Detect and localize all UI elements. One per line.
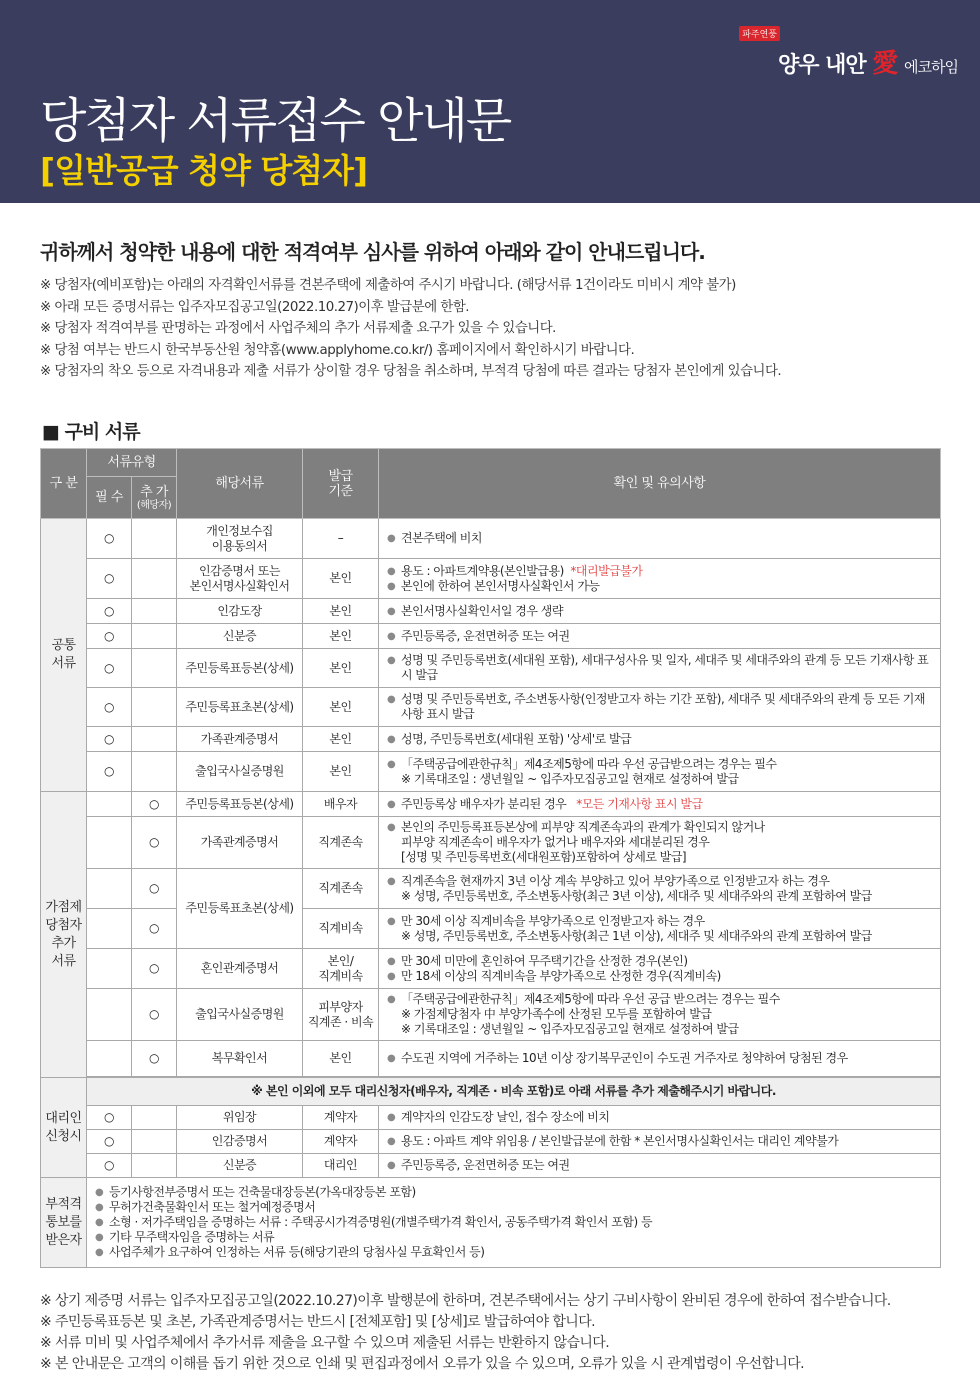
document-name: 출입국사실증명원: [177, 989, 303, 1041]
remarks: ● 주민등록증, 운전면허증 또는 여권: [379, 1154, 941, 1178]
remarks: ● 본인서명사실확인서일 경우 생략: [379, 599, 941, 624]
header-issue-basis: 발급 기준: [303, 449, 379, 519]
document-name: 신분증: [177, 1154, 303, 1178]
table-row: [41, 688, 941, 727]
header-required: 필 수: [87, 477, 132, 519]
issue-basis: 직계비속: [303, 909, 379, 949]
remarks: ● 주민등록상 배우자가 분리된 경우 *모든 기재사항 표시 발급: [379, 792, 941, 817]
remarks: ● 「주택공급에관한규칙」제4조제5항에 따라 우선 공급받으려는 경우는 필수 ※ 기록대조일 : 생년월일 ~ 입주자모집공고일 현재로 설정하여 발급: [379, 752, 941, 792]
brand-name: 양우 내안 愛 에코하임: [777, 49, 958, 79]
issue-basis: 본인: [303, 599, 379, 624]
section-title: ■ 구비 서류: [42, 421, 140, 443]
remarks: ● 성명, 주민등록번호(세대원 포함) '상세'로 발급: [379, 727, 941, 752]
additional-mark: ○: [132, 817, 177, 869]
required-mark: ○: [87, 624, 132, 649]
table-row: [41, 649, 941, 688]
document-name: 복무확인서: [177, 1041, 303, 1077]
table-row: [41, 817, 941, 869]
document-name: 신분증: [177, 624, 303, 649]
table-row: [41, 989, 941, 1041]
issue-basis: –: [303, 519, 379, 559]
table-row: [41, 727, 941, 752]
category-proxy: 대리인 신청시: [41, 1078, 87, 1178]
document-name: 주민등록표등본(상세): [177, 649, 303, 688]
remarks: ● 성명 및 주민등록번호, 주소변동사항(인정받고자 하는 기간 포함), 세대주 및 세대주와의 관계 등 모든 기재사항 표시 발급: [379, 688, 941, 727]
category-common: 공통 서류: [41, 519, 87, 792]
document-name: 주민등록표등본(상세): [177, 792, 303, 817]
table-row: [41, 792, 941, 817]
list-item: ● 소형 · 저가주택임을 증명하는 서류 : 주택공시가격증명원(개별주택가격 확인서, 공동주택가격 확인서 포함) 등: [95, 1215, 934, 1230]
document-name: 가족관계증명서: [177, 727, 303, 752]
issue-basis: 본인: [303, 752, 379, 792]
issue-basis: 본인: [303, 688, 379, 727]
additional-mark: ○: [132, 949, 177, 989]
intro-note: ※ 당첨자(예비포함)는 아래의 자격확인서류를 견본주택에 제출하여 주시기 바랍니다. (해당서류 1건이라도 미비시 계약 불가): [40, 278, 736, 293]
brand-logo: [739, 22, 958, 80]
remarks: ● 성명 및 주민등록번호(세대원 포함), 세대구성사유 및 일자, 세대주 및 세대주와의 관계 등 모든 기재사항 표시 발급: [379, 649, 941, 688]
additional-mark: ○: [132, 792, 177, 817]
issue-basis: 본인: [303, 1041, 379, 1077]
footer-note: ※ 서류 미비 및 사업주체에서 추가서류 제출을 요구할 수 있으며 제출된 서류는 반환하지 않습니다.: [40, 1335, 610, 1351]
document-name: 출입국사실증명원: [177, 752, 303, 792]
additional-mark: ○: [132, 909, 177, 949]
required-mark: ○: [87, 519, 132, 559]
required-mark: ○: [87, 1106, 132, 1130]
required-mark: ○: [87, 649, 132, 688]
intro-note: ※ 당첨 여부는 반드시 한국부동산원 청약홈(www.applyhome.co.kr/) 홈페이지에서 확인하시기 바랍니다.: [40, 342, 635, 358]
required-mark: ○: [87, 1130, 132, 1154]
header-document: 해당서류: [177, 449, 303, 519]
issue-basis: 배우자: [303, 792, 379, 817]
header-additional: 추 가 (해당자): [132, 477, 177, 519]
ineligible-list: [87, 1178, 941, 1268]
issue-basis: 직계존속: [303, 817, 379, 869]
issue-basis: 본인: [303, 649, 379, 688]
remarks: ● 수도권 지역에 거주하는 10년 이상 장기복무군인이 수도권 거주자로 청약하여 당첨된 경우: [379, 1041, 941, 1077]
required-mark: ○: [87, 559, 132, 599]
document-name: 인감도장: [177, 599, 303, 624]
issue-basis: 대리인: [303, 1154, 379, 1178]
table-row: [41, 1078, 941, 1106]
issue-basis: 계약자: [303, 1106, 379, 1130]
additional-mark: ○: [132, 1041, 177, 1077]
table-row: [41, 949, 941, 989]
header-banner: [0, 0, 980, 203]
additional-mark: ○: [132, 869, 177, 909]
required-mark: ○: [87, 1154, 132, 1178]
required-mark: ○: [87, 599, 132, 624]
category-bonus: 가점제 당첨자 추가 서류: [41, 792, 87, 1078]
remarks: ● 주민등록증, 운전면허증 또는 여권: [379, 624, 941, 649]
proxy-banner: ※ 본인 이외에 모두 대리신청자(배우자, 직계존 · 비속 포함)로 아래 서류를 추가 제출해주시기 바랍니다.: [87, 1078, 941, 1106]
remarks: ● 「주택공급에관한규칙」제4조제5항에 따라 우선 공급 받으려는 경우는 필수 ※ 가점제당첨자 中 부양가족수에 산정된 모두를 포함하여 발급 ※ 기록대조일 : 생년월일 ~ 입주자모집공고일 현재로 설정하여 발급: [379, 989, 941, 1041]
footer-note: ※ 상기 제증명 서류는 입주자모집공고일(2022.10.27)이후 발행분에 한하며, 견본주택에서는 상기 구비사항이 완비된 경우에 한하여 접수받습니다.: [40, 1293, 891, 1309]
additional-mark: ○: [132, 989, 177, 1041]
remarks: ● 직계존속을 현재까지 3년 이상 계속 부양하고 있어 부양가족으로 인정받고자 하는 경우 ※ 성명, 주민등록번호, 주소변동사항(최근 3년 이상), 세대주 및 세대주와의 관계 포함하여 발급: [379, 869, 941, 909]
document-name: 가족관계증명서: [177, 817, 303, 869]
table-row: [41, 559, 941, 599]
table-row: [41, 869, 941, 909]
table-row: [41, 1130, 941, 1154]
issue-basis: 본인: [303, 624, 379, 649]
intro-note: ※ 당첨자의 착오 등으로 자격내용과 제출 서류가 상이할 경우 당첨을 취소하며, 부적격 당첨에 따른 결과는 당첨자 본인에게 있습니다.: [40, 364, 782, 380]
remarks: ● 본인의 주민등록표등본상에 피부양 직계존속과의 관계가 확인되지 않거나 피부양 직계존속이 배우자가 없거나 배우자와 세대분리된 경우 [성명 및 주민등록번호(세대원포함)포함하여 상세로 발급]: [379, 817, 941, 869]
document-name: 주민등록표초본(상세): [177, 869, 303, 949]
issue-basis: 본인: [303, 727, 379, 752]
brand-tag: 파주연풍: [739, 26, 780, 41]
required-mark: ○: [87, 727, 132, 752]
table-row: [41, 519, 941, 559]
required-mark: ○: [87, 752, 132, 792]
document-name: 주민등록표초본(상세): [177, 688, 303, 727]
intro-lead: 귀하께서 청약한 내용에 대한 적격여부 심사를 위하여 아래와 같이 안내드립니다.: [40, 240, 705, 264]
remarks: ● 용도 : 아파트 계약 위임용 / 본인발급분에 한함 * 본인서명사실확인서는 대리인 계약불가: [379, 1130, 941, 1154]
header-category: 구 분: [41, 449, 87, 519]
square-bullet-icon: ■: [42, 421, 59, 443]
header-doc-type: 서류유형: [87, 449, 177, 477]
issue-basis: 계약자: [303, 1130, 379, 1154]
intro-note: ※ 아래 모든 증명서류는 입주자모집공고일(2022.10.27)이후 발급분에 한함.: [40, 299, 470, 315]
table-row: [41, 1154, 941, 1178]
document-name: 인감증명서 또는 본인서명사실확인서: [177, 559, 303, 599]
table-row: [41, 1178, 941, 1268]
remarks: ● 만 30세 미만에 혼인하여 무주택기간을 산정한 경우(본인) ● 만 18세 이상의 직계비속을 부양가족으로 산정한 경우(직계비속): [379, 949, 941, 989]
issue-basis: 본인: [303, 559, 379, 599]
footer-note: ※ 주민등록표등본 및 초본, 가족관계증명서는 반드시 [전체포함] 및 [상세]로 발급하여야 합니다.: [40, 1314, 595, 1330]
intro-section: [40, 236, 950, 383]
table-row: [41, 909, 941, 949]
list-item: ● 무허가건축물확인서 또는 철거예정증명서: [95, 1200, 934, 1215]
footer-notes: [40, 1291, 960, 1375]
document-name: 개인정보수집 이용동의서: [177, 519, 303, 559]
category-ineligible: 부적격 통보를 받은자: [41, 1178, 87, 1268]
issue-basis: 본인/ 직계비속: [303, 949, 379, 989]
issue-basis: 직계존속: [303, 869, 379, 909]
table-row: [41, 1041, 941, 1077]
remarks: ● 만 30세 이상 직계비속을 부양가족으로 인정받고자 하는 경우 ※ 성명, 주민등록번호, 주소변동사항(최근 1년 이상), 세대주 및 세대주와의 관계 포함하여 발급: [379, 909, 941, 949]
document-name: 인감증명서: [177, 1130, 303, 1154]
issue-basis: 피부양자 직계존 · 비속: [303, 989, 379, 1041]
remarks: ● 용도 : 아파트계약용(본인발급용) *대리발급불가 ● 본인에 한하여 본인서명사실확인서 가능: [379, 559, 941, 599]
required-mark: ○: [87, 688, 132, 727]
list-item: ● 기타 무주택자임을 증명하는 서류: [95, 1230, 934, 1245]
table-row: [41, 624, 941, 649]
documents-table: [40, 448, 941, 1268]
intro-note: ※ 당첨자 적격여부를 판명하는 과정에서 사업주체의 추가 서류제출 요구가 있을 수 있습니다.: [40, 321, 556, 337]
header-remarks: 확인 및 유의사항: [379, 449, 941, 519]
document-name: 위임장: [177, 1106, 303, 1130]
list-item: ● 등기사항전부증명서 또는 건축물대장등본(가옥대장등본 포함): [95, 1185, 934, 1200]
table-row: [41, 752, 941, 792]
table-row: [41, 599, 941, 624]
list-item: ● 사업주체가 요구하여 인정하는 서류 등(해당기관의 당첨사실 무효확인서 등): [95, 1245, 934, 1260]
remarks: ● 계약자의 인감도장 날인, 접수 장소에 비치: [379, 1106, 941, 1130]
document-name: 혼인관계증명서: [177, 949, 303, 989]
table-row: [41, 1106, 941, 1130]
footer-note: ※ 본 안내문은 고객의 이해를 돕기 위한 것으로 인쇄 및 편집과정에서 오류가 있을 수 있으며, 오류가 있을 시 관계법령이 우선합니다.: [40, 1356, 805, 1372]
page-subtitle: [일반공급 청약 당첨자]: [40, 151, 368, 190]
page-title: 당첨자 서류접수 안내문: [40, 93, 511, 149]
remarks: ● 견본주택에 비치: [379, 519, 941, 559]
